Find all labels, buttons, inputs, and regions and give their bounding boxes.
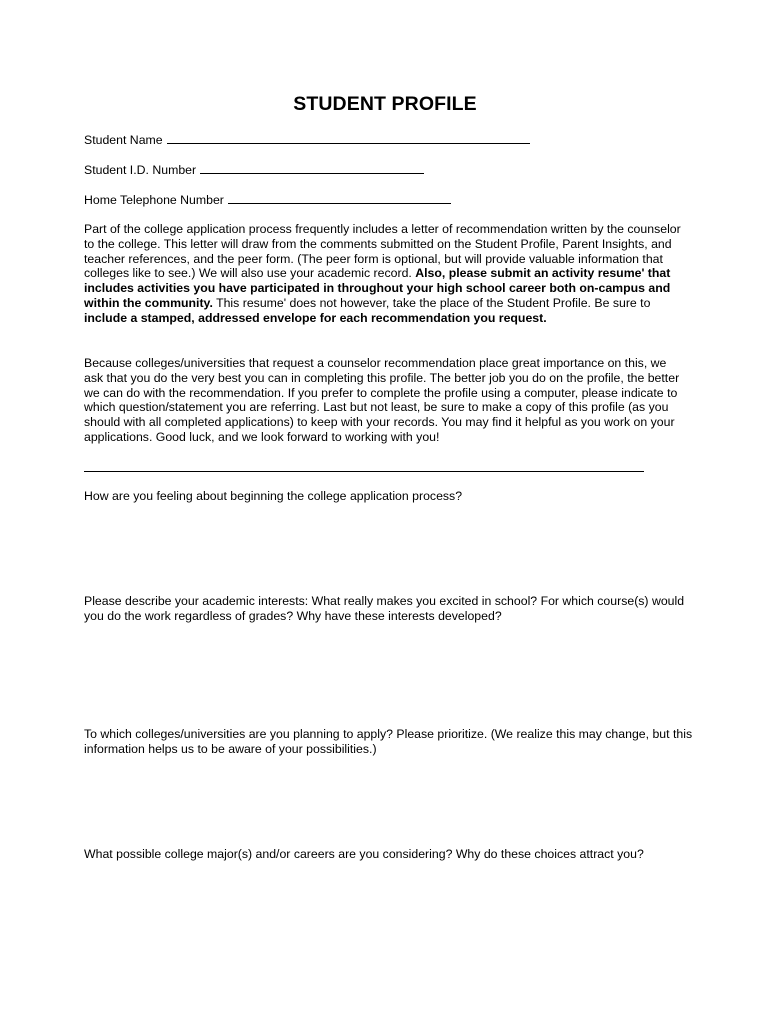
page-title: STUDENT PROFILE [293, 93, 477, 115]
section-divider [84, 471, 644, 472]
student-name-label: Student Name [84, 133, 163, 147]
intro-paragraph-1 [84, 222, 684, 326]
intro-p1-text-c: This resume' does not however, take the place of the Student Profile. Be sure to [212, 295, 651, 310]
question-4: What possible college major(s) and/or careers are you considering? Why do these choices attract you? [84, 847, 644, 861]
question-2: Please describe your academic interests: What really makes you excited in school? For which course(s) would you do the work regardless of grades? Why have these interests developed? [84, 594, 685, 623]
home-phone-blank[interactable] [228, 192, 451, 204]
intro-paragraph-2: Because colleges/universities that request a counselor recommendation place great importance on this, we ask that you do the very best you can in completing this profile. The better job you do on the profile, the better we can do with the recommendation. If you prefer to complete the profile using a computer, please indicate to which question/statement you are referring. Last but not least, be sure to make a copy of this profile (as you should with all completed applications) to keep with your records. You may find it helpful as you work on your applications. Good luck, and we look forward to working with you! [84, 356, 680, 444]
student-name-blank[interactable] [167, 132, 530, 144]
intro-p1-bold-envelope: include a stamped, addressed envelope for each recommendation you request. [84, 310, 547, 325]
student-id-label: Student I.D. Number [84, 163, 197, 177]
intro-p1-bold-activity-resume: Also, please submit an activity resume' that includes activities you have participated in throughout your high school career both on-campus and within the community. [84, 266, 671, 310]
student-name-field[interactable] [84, 132, 530, 148]
home-phone-label: Home Telephone Number [84, 193, 224, 207]
question-3: To which colleges/universities are you planning to apply? Please prioritize. (We realize this may change, but this information helps us to be aware of your possibilities.) [84, 727, 693, 756]
intro-p1-text-a: Part of the college application process frequently includes a letter of recommendation written by the counselor to the college. This letter will draw from the comments submitted on the Student Profile, Parent Insights, and teacher references, and the peer form. (The peer form is optional, but will provide valuable information that colleges like to see.) We will also use your academic record. [84, 222, 681, 281]
student-id-blank[interactable] [200, 162, 424, 174]
student-id-field[interactable] [84, 162, 424, 178]
home-phone-field[interactable] [84, 192, 451, 208]
question-1: How are you feeling about beginning the college application process? [84, 489, 463, 503]
